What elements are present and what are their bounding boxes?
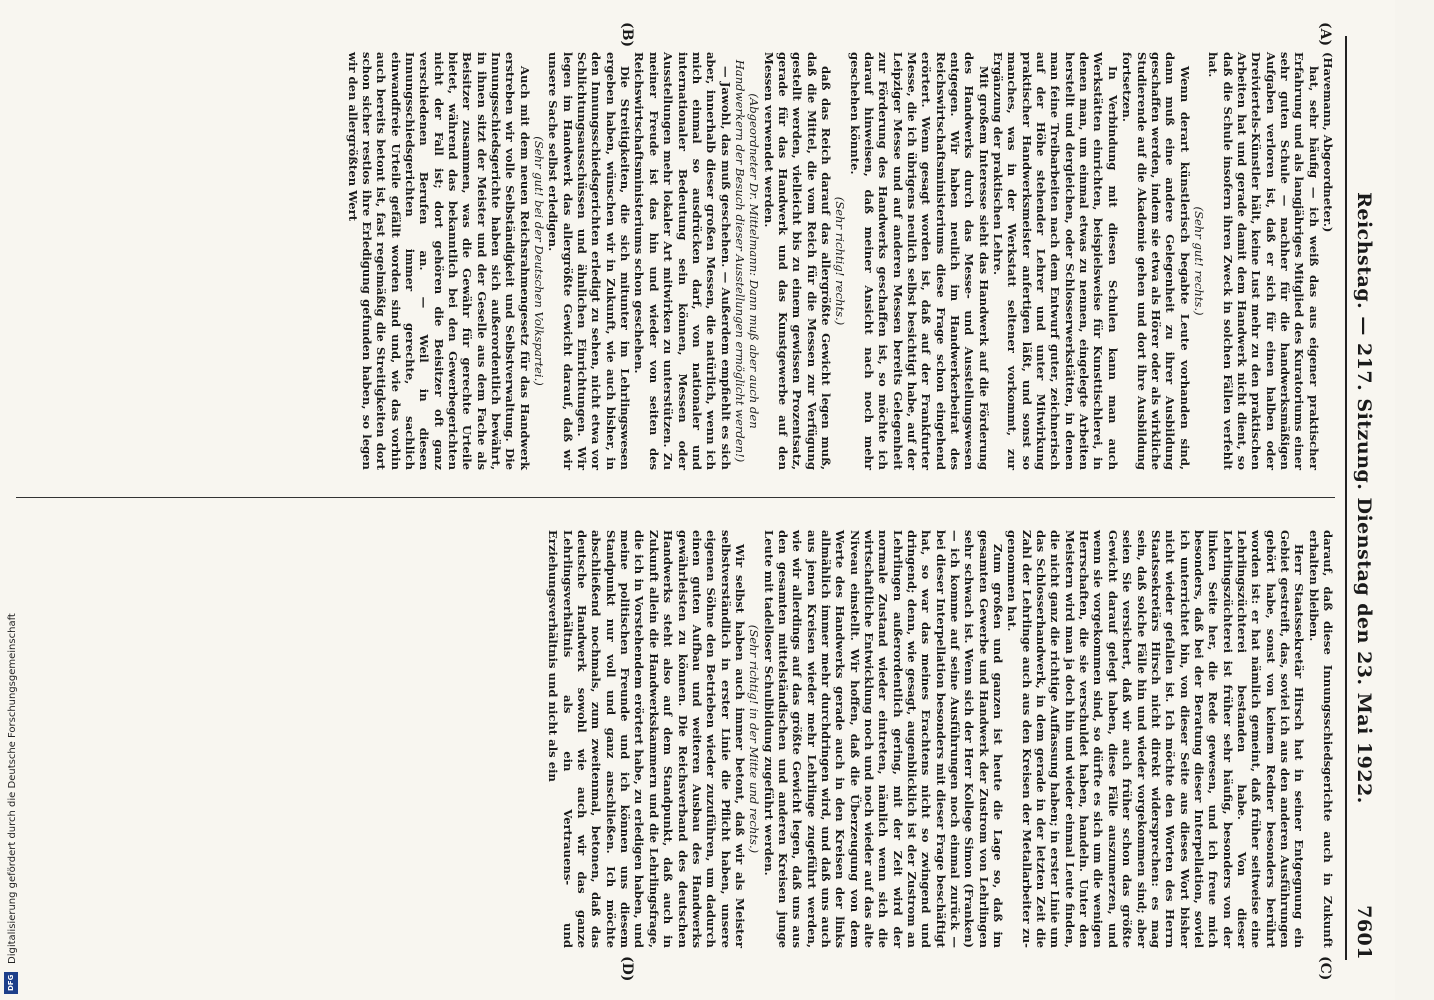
paragraph: daß das Reich darauf das allergrößte Gewicht legen muß, daß die Mittel, die vom Reich für die Messen zur Verfügung gestellt werden, vielleicht bis zu einem gewissen Prozentsatz, gerade für das Handwerk und das Kunstgewerbe auf den Messen verwendet werden. (761, 52, 833, 470)
paragraph: darauf, daß diese Innungsschiedsgerichte auch in Zukunft erhalten bleiben. (1306, 530, 1335, 948)
interjection: (Sehr richtig! rechts.) (833, 196, 848, 326)
paragraph: In Verbindung mit diesen Schulen kann man auch Werkstätten einrichten, beispielsweise für Kunsttischlerei, in denen man, um einmal etwas zu nennen, eingelegte Arbeiten herstellt und dergleichen, oder Schlosserwerkstätten, in denen man feine Treibarbeiten nach dem Entwurf guter, zeichnerisch auf der Höhe stehender Lehrer und unter Mitwirkung praktischer Handwerksmeister anfertigen läßt, und sonst so manches, was in der Werkstatt seltener vorkommt, zur Ergänzung der praktischen Lehre. (991, 52, 1120, 470)
interjection: (Abgeordneter Dr. Mittelmann: Dann muß aber auch den Handwerkern der Besuch dieser Ausstellungen ermöglicht werden!) (732, 59, 762, 463)
paragraph: Mit großem Interesse sieht das Handwerk auf die Förderung des Handwerks durch das Messe- und Ausstellungswesen entgegen. Wir haben neulich im Handwerkerbeirat des Reichswirtschaftsministeriums diese Frage schon eingehend erörtert. Wenn gesagt worden ist, daß auf der Frankfurter Messe, die ich übrigens neulich selbst besichtigt habe, auf der Leipziger Messe und auf anderen Messen bereits Gelegenheit zur Förderung des Handwerks geschaffen ist, so möchte ich darauf hinweisen, daß meiner Ansicht nach noch mehr geschehen könnte. (847, 52, 991, 470)
margin-mark-c: (C) (1317, 956, 1333, 981)
digitization-credit-text: Digitalisierung gefördert durch die Deutsche Forschungsgemeinschaft (7, 613, 18, 964)
paragraph: hat, sehr häufig — ich weiß das aus eigener praktischer Erfahrung und als langjähriges Mitglied des Kuratoriums einer sehr guten Schule — nachher für die handwerksmäßigen Aufgaben verloren ist, daß er sich für einen halben oder Dreiviertels-Künstler hält, keine Lust mehr zu den praktischen Arbeiten hat und gerade damit dem Handwerk nicht dient, so daß die Schule insofern ihren Zweck in solchen Fällen verfehlt hat. (1206, 52, 1321, 470)
paragraph: Herr Staatssekretär Hirsch hat in seiner Entgegnung ein Gebiet gestreift, das, soviel ich aus den anderen Ausführungen gehört habe, sonst von keinem Redner besonders berührt worden ist: er hat nämlich gemeint, daß früher seitweise eine Lehrlingszüchterei bestanden habe. Von dieser Lehrlingszüchterei ist früher sehr häufig, besonders von der linken Seite her, die Rede gewesen, und ich freue mich besonders, daß bei der Beratung dieser Interpellation, soviel ich unterrichtet bin, von dieser Seite aus dieses Wort bisher nicht wieder gefallen ist. Ich möchte den Worten des Herrn Staatssekretärs Hirsch nicht direkt widersprechen: es mag sein, daß solche Fälle hin und wieder vorgekommen sind; aber seien Sie versichert, daß wir auch früher schon das größte Gewicht darauf gelegt haben, diese Fälle auszumerzen, und wenn sie vorgekommen sind, so dürfte es sich um die wenigen Herrschaften, die sie verschuldet haben, handeln. Unter den Meistern wird man ja doch hin und wieder einmal Leute finden, die nicht ganz die richtige Auffassung haben; in erster Linie um das Schlosserhandwerk, in dem gerade in der letzten Zeit die Zahl der Lehrlinge auch aus den Kreisen der Metallarbeiter zu- genommen hat. (1005, 530, 1307, 948)
interjection: (Sehr gut! bei der Deutschen Volkspartei.) (532, 136, 547, 386)
paragraph: Auch mit dem neuen Reichsrahmengesetz für das Handwerk erstreben wir volle Selbständigkeit und Selbstverwaltung. Die Innungsschiedsgerichte haben sich außerordentlich bewährt, in ihnen sitzt der Meister und der Geselle aus dem Fache als Beisitzer zusammen, was die Gewähr für gerechte Urteile bietet, während das bekanntlich bei den Gewerbegerichten nicht der Fall ist; dort gehören die Beisitzer oft ganz verschiedenen Berufen an. — Weil in diesen Innungsschiedsgerichten immer gerechte, sachlich einwandfreie Urteile gefällt worden sind und, wie das vorhin auch bereits betont ist, fast regelmäßig die Streitigkeiten dort schon sicher restlos ihre Erledigung gefunden haben, so legen wir den allergrößten Wert (345, 52, 532, 470)
paragraph: Zum großen und ganzen ist heute die Lage so, daß im gesamten Gewerbe und Handwerk der Zustrom von Lehrlingen sehr schwach ist. Wenn sich der Herr Kollege Simon (Franken) — ich komme auf seine Ausführungen noch einmal zurück — bei dieser Interpellation besonders mit dieser Frage beschäftigt hat, so war das meines Erachtens nicht so zwingend und dringend; denn, wie gesagt, augenblicklich ist der Zustrom an Lehrlingen außerordentlich gering, mit der Zeit wird der normale Zustand wieder eintreten, nämlich wenn sich die wirtschaftliche Entwicklung noch und noch wieder auf das alte Niveau einstellt. Wir hoffen, daß die Überzeugung von dem Werte des Handwerks gerade auch in den Kreisen der links allmählich immer mehr durchdringen wird, und daß uns auch aus jenen Kreisen wieder mehr Lehrlinge zugeführt werden, wie wir allerdings auf das größte Gewicht legen, daß uns aus den gesamten mittelständischen und anderen Kreisen junge Leute mit tadelloser Schulbildung zugeführt werden. (761, 530, 1006, 948)
running-header (1345, 36, 1377, 960)
paragraph: Die Streitigkeiten, die sich mitunter im Lehrlingswesen ergeben haben, wünschen wir in Zukunft, wie auch bisher, in den Innungsschiedsgerichten erledigt zu sehen, nicht etwa vor Schlichtungsausschüssen und ähnlichen Einrichtungen. Wir legen im Handwerk das allergrößte Gewicht darauf, daß wir unsere Sache selbst erledigen. (546, 52, 633, 470)
right-text-column (16, 530, 1335, 948)
running-title: Reichstag. — 217. Sitzung. Dienstag den 23. Mai 1922. (1353, 192, 1375, 804)
margin-mark-a: (A) (1317, 22, 1333, 47)
interjection: (Sehr gut! rechts.) (1191, 206, 1206, 316)
interjection: (Sehr richtig! in der Mitte und rechts.) (747, 624, 762, 854)
paragraph: — Jawohl, das muß geschehen. — Außerdem empfiehlt es sich aber, innerhalb dieser großen Messen, die natürlich, wenn ich mich einmal so ausdrücken darf, von nationaler und internationaler Bedeutung sein können, Messen oder Ausstellungen mehr lokaler Art mitwirken zu unterstützen. Zu meiner Freude ist das hin und wieder von seiten des Reichswirtschaftsministeriums schon geschehen. (632, 52, 733, 470)
dfg-logo: DFG (4, 972, 18, 994)
margin-mark-d: (D) (619, 956, 635, 982)
page-number: 7601 (1353, 905, 1375, 960)
digitization-credit (6, 9, 18, 994)
margin-mark-b: (B) (619, 22, 635, 48)
column-divider (16, 497, 1335, 498)
left-text-column (16, 52, 1335, 470)
paragraph: Wenn derart künstlerisch begabte Leute vorhanden sind, dann muß eine andere Gelegenheit zu ihrer Ausbildung geschaffen werden, indem sie etwa als Hörer oder als wirkliche Studierende auf die Akademie gehen und dort ihre Ausbildung fortsetzen. (1120, 52, 1192, 470)
paragraph: (Havemann, Abgeordneter.) (1321, 52, 1335, 233)
paragraph: Wir selbst haben auch immer betont, daß wir als Meister selbstverständlich in erster Linie die Pflicht haben, unsere eigenen Söhne den Betrieben wieder zuzuführen, um dadurch einen guten Aufbau und weiteren Ausbau des Handwerks gewährleisten zu können. Die Reichsverband des deutschen Handwerks steht also auf dem Standpunkt, daß auch in Zukunft allein die Handwerkskammern und die Lehrlingsfrage, die ich in Vorstehendem erörtert habe, zu erledigen haben, und meine politischen Freunde und ich können uns diesem Standpunkt nur voll und ganz anschließen. Ich möchte abschließend nochmals, zum zweitenmal, betonen, daß das deutsche Handwerk sowohl wie auch wir das ganze Lehrlingsverhältnis als ein Vertrauens- und Erziehungsverhältnis und nicht als ein (546, 530, 747, 948)
